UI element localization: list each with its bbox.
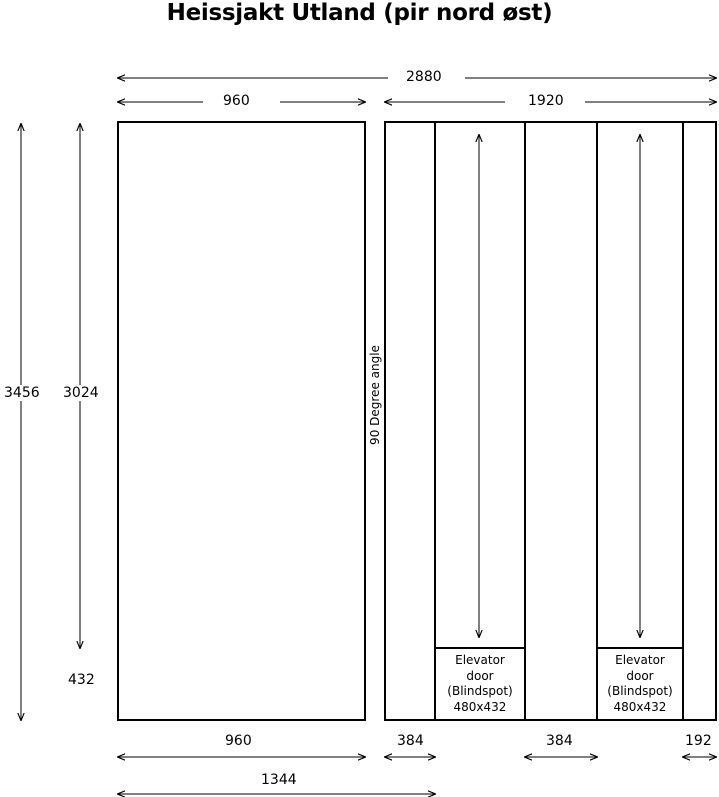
left-wall-panel [118, 122, 365, 720]
right-width-top-label: 1920 [528, 93, 564, 109]
angle-label: 90 Degree angle [368, 345, 382, 445]
height-total-label: 3456 [4, 385, 40, 401]
left-width-top-label: 960 [223, 93, 250, 109]
left-width-bottom-label: 960 [225, 733, 252, 749]
height-lower-label: 432 [68, 672, 95, 688]
bottom-right-a-label: 384 [397, 733, 424, 749]
elevator-door-2-line-4: 480x432 [613, 699, 667, 714]
elevator-door-1-label [435, 653, 525, 715]
elevator-door-2-line-2: door [626, 668, 654, 683]
elevator-door-2-line-1: Elevator [615, 653, 665, 667]
bottom-right-c-label: 192 [685, 733, 712, 749]
elevator-door-1-line-1: Elevator [455, 653, 505, 667]
elevator-door-2-label [597, 653, 683, 715]
total-width-label: 2880 [406, 69, 442, 85]
height-upper-label: 3024 [63, 385, 99, 401]
elevator-door-1-line-3: (Blindspot) [447, 684, 513, 698]
combined-width-label: 1344 [261, 772, 297, 788]
diagram-title: Heissjakt Utland (pir nord øst) [166, 0, 553, 26]
elevator-door-1-line-4: 480x432 [453, 699, 507, 714]
elevator-door-2-line-3: (Blindspot) [607, 684, 673, 698]
elevator-door-1-line-2: door [466, 668, 494, 683]
bottom-right-b-label: 384 [546, 733, 573, 749]
